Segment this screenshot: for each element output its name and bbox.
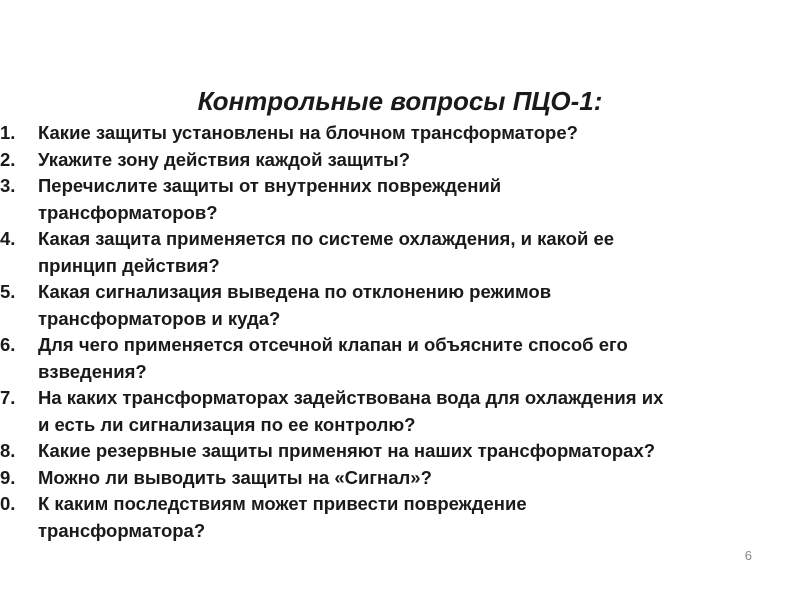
item-line: Какие резервные защиты применяют на наших трансформаторах? <box>38 440 656 461</box>
list-item <box>0 332 800 385</box>
item-line: Можно ли выводить защиты на «Сигнал»? <box>38 466 432 488</box>
item-number: 1. <box>0 122 16 143</box>
list-item <box>0 385 800 438</box>
item-line: Какие защиты установлены на блочном трансформаторе? <box>38 122 578 143</box>
item-line: Какая сигнализация выведена по отклонению режимов <box>38 281 552 302</box>
item-number: 3. <box>0 175 16 196</box>
item-line: Перечислите защиты от внутренних повреждений <box>38 175 502 196</box>
item-number: 0. <box>0 493 16 514</box>
item-line: Какая защита применяется по системе охлаждения, и какой ее <box>38 228 615 249</box>
list-item <box>0 226 800 279</box>
item-number: 2. <box>0 148 16 170</box>
list-item <box>0 173 800 226</box>
slide-title: Контрольные вопросы ПЦО-1: <box>197 86 603 116</box>
item-number: 9. <box>0 466 16 488</box>
item-line: трансформаторов? <box>38 201 218 223</box>
questions-list <box>0 120 800 544</box>
list-item <box>0 491 800 544</box>
item-line: Укажите зону действия каждой защиты? <box>38 148 411 170</box>
item-number: 7. <box>0 387 16 408</box>
list-item <box>0 279 800 332</box>
item-line: взведения? <box>38 360 147 382</box>
item-number: 4. <box>0 228 16 249</box>
page-number: 6 <box>744 548 752 563</box>
list-item <box>0 438 800 465</box>
item-line: трансформатора? <box>38 519 206 541</box>
list-item <box>0 465 800 492</box>
item-number: 8. <box>0 440 16 461</box>
item-line: Для чего применяется отсечной клапан и объясните способ его <box>38 334 628 355</box>
item-line: и есть ли сигнализация по ее контролю? <box>38 413 416 435</box>
list-item <box>0 120 800 147</box>
list-item <box>0 147 800 174</box>
item-number: 6. <box>0 334 16 355</box>
item-line: На каких трансформаторах задействована вода для охлаждения их <box>38 387 664 408</box>
item-line: трансформаторов и куда? <box>38 307 281 329</box>
item-line: принцип действия? <box>38 254 220 276</box>
item-number: 5. <box>0 281 16 302</box>
item-line: К каким последствиям может привести повреждение <box>38 493 527 514</box>
